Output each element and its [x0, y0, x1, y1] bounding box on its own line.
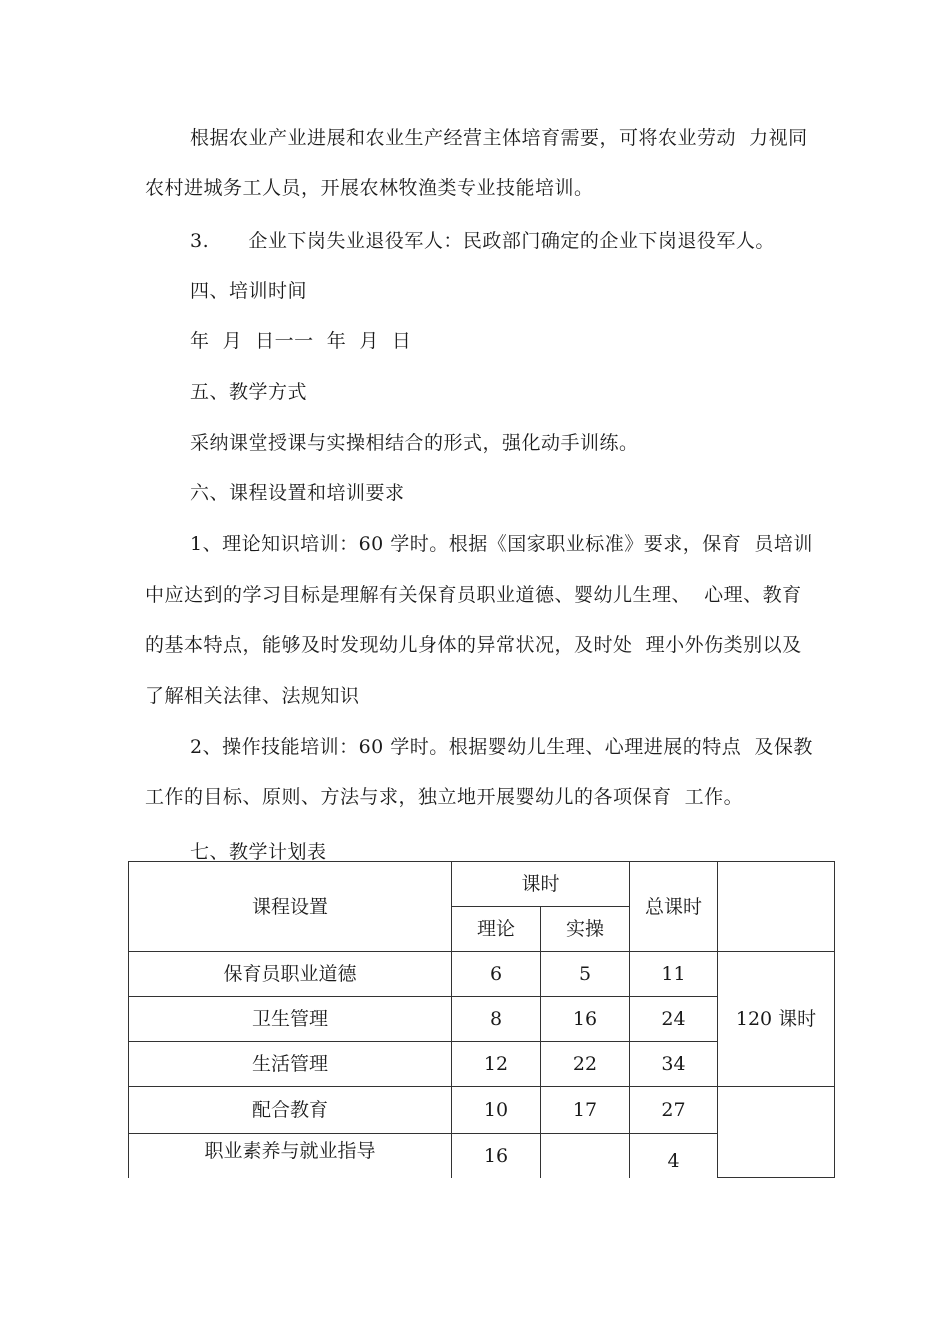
- cell-group-total: 120 课时: [718, 952, 835, 1087]
- header-hours: 课时: [452, 862, 630, 907]
- paragraph-line: 3. 企业下岗失业退役军人：民政部门确定的企业下岗退役军人。: [190, 230, 775, 252]
- cell-practice: 22: [541, 1042, 630, 1087]
- cell-total: 24: [630, 997, 718, 1042]
- cell-theory: 10: [452, 1087, 541, 1134]
- cell-course: 职业素养与就业指导: [129, 1134, 452, 1178]
- cell-practice: 5: [541, 952, 630, 997]
- cell-practice: 17: [541, 1087, 630, 1134]
- cell-practice: [541, 1134, 630, 1178]
- paragraph-line: 的基本特点，能够及时发现幼儿身体的异常状况，及时处 理小外伤类别以及: [145, 634, 802, 656]
- table-row: [129, 952, 835, 997]
- cell-total: 27: [630, 1087, 718, 1134]
- header-blank: [718, 862, 835, 952]
- paragraph-line: 农村进城务工人员，开展农林牧渔类专业技能培训。: [145, 177, 594, 199]
- paragraph-line: 2、操作技能培训：60 学时。根据婴幼儿生理、心理进展的特点 及保教: [190, 736, 813, 758]
- paragraph-line: 1、理论知识培训：60 学时。根据《国家职业标准》要求，保育 员培训: [190, 533, 813, 555]
- cell-practice: 16: [541, 997, 630, 1042]
- cell-total: 34: [630, 1042, 718, 1087]
- section-heading: 七、教学计划表: [190, 841, 327, 863]
- cell-course: 配合教育: [129, 1087, 452, 1134]
- section-heading: 五、教学方式: [190, 381, 308, 403]
- cell-course: 卫生管理: [129, 997, 452, 1042]
- cell-course: 生活管理: [129, 1042, 452, 1087]
- header-course: 课程设置: [129, 862, 452, 952]
- header-practice: 实操: [541, 907, 630, 952]
- cell-theory: 6: [452, 952, 541, 997]
- header-theory: 理论: [452, 907, 541, 952]
- cell-theory: 16: [452, 1134, 541, 1178]
- paragraph-line: 根据农业产业进展和农业生产经营主体培育需要，可将农业劳动 力视同: [190, 127, 808, 149]
- section-heading: 六、课程设置和培训要求: [190, 482, 405, 504]
- header-total: 总课时: [630, 862, 718, 952]
- paragraph-line: 中应达到的学习目标是理解有关保育员职业道德、婴幼儿生理、 心理、教育: [145, 584, 802, 606]
- paragraph-line: 了解相关法律、法规知识: [145, 685, 360, 707]
- paragraph-line: 工作的目标、原则、方法与求，独立地开展婴幼儿的各项保育 工作。: [145, 786, 744, 808]
- cell-total: 4: [630, 1134, 718, 1178]
- teaching-plan-table: [128, 861, 835, 1178]
- cell-total: 11: [630, 952, 718, 997]
- section-heading: 四、培训时间: [190, 280, 308, 302]
- cell-theory: 12: [452, 1042, 541, 1087]
- table-row: [129, 1087, 835, 1134]
- cell-course: 保育员职业道德: [129, 952, 452, 997]
- table-header-row: [129, 862, 835, 907]
- paragraph-line: 采纳课堂授课与实操相结合的形式，强化动手训练。: [190, 432, 639, 454]
- training-time: 年 月 日一一 年 月 日: [190, 330, 412, 352]
- cell-group-blank: [718, 1087, 835, 1178]
- cell-theory: 8: [452, 997, 541, 1042]
